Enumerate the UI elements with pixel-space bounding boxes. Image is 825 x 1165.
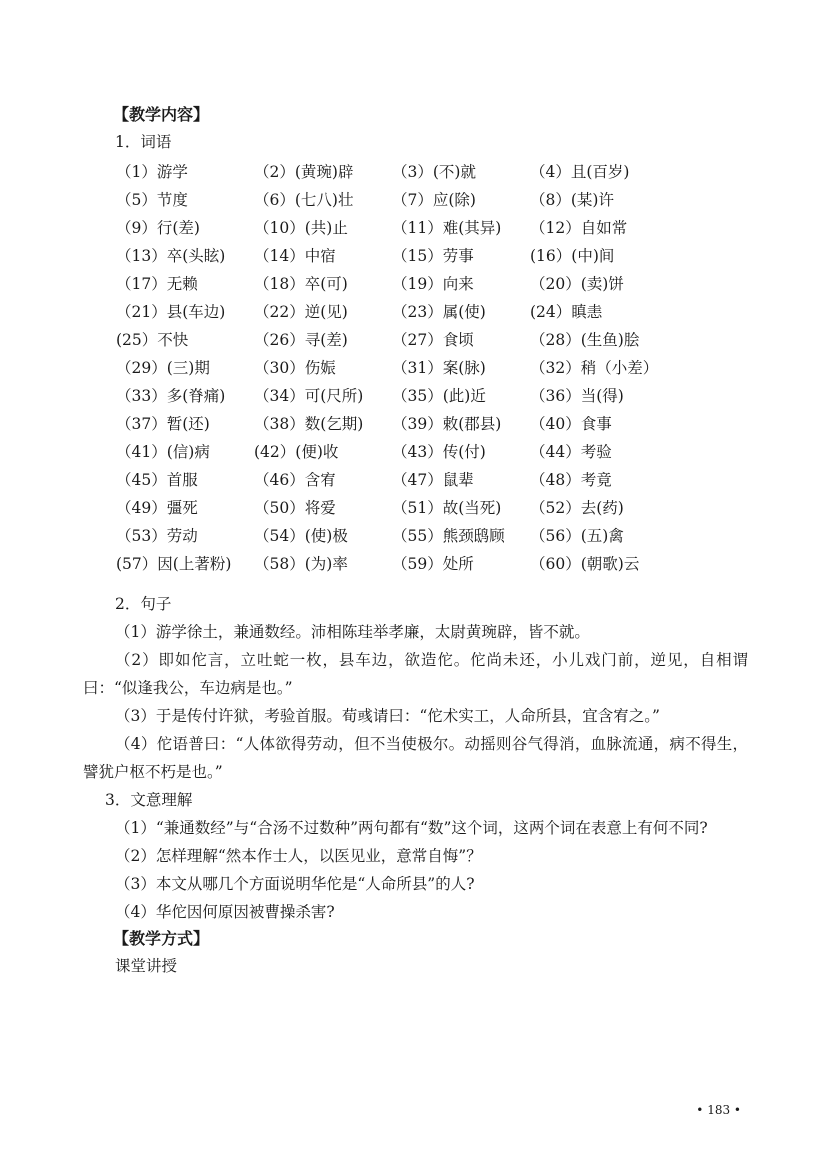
vocabulary-term: （23）属(使) [392,303,486,321]
vocabulary-row [116,354,748,382]
vocabulary-term: （6）(七八)壮 [254,191,354,209]
vocabulary-term: （15）劳事 [392,247,474,265]
vocabulary-term: （35）(此)近 [392,387,486,405]
vocabulary-term: （17）无赖 [116,275,198,293]
vocabulary-term: （50）将爱 [254,499,336,517]
vocabulary-row [116,382,748,410]
vocabulary-row [116,158,748,186]
vocabulary-term: （26）寻(差) [254,331,348,349]
question-4: （4）华佗因何原因被曹操杀害? [115,903,335,921]
vocabulary-term: （36）当(得) [530,387,624,405]
vocabulary-term: （55）熊颈鸱顾 [392,527,505,545]
vocabulary-row [116,494,748,522]
vocabulary-term: （10）(共)止 [254,219,348,237]
vocabulary-term: （48）考竟 [530,471,612,489]
vocabulary-term: （31）案(脉) [392,359,486,377]
vocabulary-term: (24）瞋恚 [530,303,603,321]
vocabulary-term: （56）(五)禽 [530,527,624,545]
vocabulary-term: （47）鼠辈 [392,471,474,489]
vocabulary-term: （33）多(脊痛) [116,387,226,405]
vocabulary-term: （37）暂(还) [116,415,210,433]
sentence-4: （4）佗语普曰：“人体欲得劳动，但不当使极尔。动摇则谷气得消，血脉流通，病不得生，譬犹户枢不朽是也。” [83,735,748,781]
vocabulary-term: （52）去(药) [530,499,624,517]
vocabulary-table [116,158,748,578]
vocabulary-term: （22）逆(见) [254,303,348,321]
vocabulary-row [116,466,748,494]
vocabulary-term: （4）且(百岁) [530,163,630,181]
vocabulary-term: （11）难(其异) [392,219,502,237]
question-1: （1）“兼通数经”与“合汤不过数种”两句都有“数”这个词，这两个词在表意上有何不同? [115,819,708,837]
vocabulary-term: （54）(使)极 [254,527,348,545]
vocabulary-row [116,242,748,270]
teaching-method-text: 课堂讲授 [115,957,178,975]
vocabulary-term: （19）向来 [392,275,474,293]
vocabulary-term: （18）卒(可) [254,275,348,293]
sentences-heading: 2．句子 [115,595,172,613]
vocabulary-row [116,410,748,438]
vocabulary-term: （9）行(差) [116,219,200,237]
vocabulary-row [116,326,748,354]
vocabulary-row [116,298,748,326]
vocabulary-term: （49）彊死 [116,499,198,517]
page-content [83,102,748,980]
vocabulary-term: （2）(黄琬)辟 [254,163,354,181]
vocabulary-term: （27）食顷 [392,331,474,349]
question-3: （3）本文从哪几个方面说明华佗是“人命所县”的人? [115,875,475,893]
vocabulary-row [116,550,748,578]
vocabulary-term: （59）处所 [392,555,474,573]
vocabulary-term: （39）敕(郡县) [392,415,502,433]
page-number: • 183 • [696,1103,741,1117]
vocabulary-row [116,214,748,242]
vocabulary-term: （40）食事 [530,415,612,433]
vocabulary-term: （29）(三)期 [116,359,210,377]
vocabulary-term: （7）应(除) [392,191,476,209]
vocabulary-term: （12）自如常 [530,219,628,237]
vocabulary-term: （45）首服 [116,471,198,489]
vocabulary-term: （41）(信)病 [116,443,210,461]
comprehension-heading: 3．文意理解 [105,791,193,809]
vocabulary-row [116,186,748,214]
vocabulary-term: （60）(朝歌)云 [530,555,640,573]
vocabulary-term: （21）县(车边) [116,303,226,321]
vocabulary-term: （51）故(当死) [392,499,502,517]
vocabulary-term: （5）节度 [116,191,188,209]
teaching-method-heading: 【教学方式】 [113,929,210,948]
vocabulary-term: （1）游学 [116,163,188,181]
vocabulary-row [116,438,748,466]
teaching-content-heading: 【教学内容】 [113,105,210,124]
vocabulary-term: (42）(便)收 [254,443,339,461]
vocabulary-term: （8）(某)许 [530,191,614,209]
vocabulary-row [116,270,748,298]
vocabulary-term: (25）不快 [116,331,189,349]
vocabulary-term: （46）含宥 [254,471,336,489]
sentence-2: （2）即如佗言，立吐蛇一枚，县车边，欲造佗。佗尚未还，小儿戏门前，逆见，自相谓曰：“似逢我公，车边病是也。” [83,651,748,697]
vocabulary-heading: 1．词语 [115,133,172,151]
vocabulary-term: (57）因(上著粉) [116,555,232,573]
vocabulary-term: （13）卒(头眩) [116,247,226,265]
vocabulary-row [116,522,748,550]
vocabulary-term: （28）(生鱼)脍 [530,331,640,349]
question-2: （2）怎样理解“然本作士人，以医见业，意常自悔”？ [115,847,482,865]
vocabulary-term: （30）伤娠 [254,359,336,377]
vocabulary-term: （38）数(乞期) [254,415,364,433]
vocabulary-term: （32）稍（小差） [530,359,659,377]
sentence-3: （3）于是传付许狱，考验首服。荀彧请曰：“佗术实工，人命所县，宜含宥之。” [115,707,660,725]
vocabulary-term: （58）(为)率 [254,555,348,573]
vocabulary-term: （43）传(付) [392,443,486,461]
vocabulary-term: （34）可(尺所) [254,387,364,405]
vocabulary-term: （3）(不)就 [392,163,476,181]
vocabulary-term: (16）(中)间 [530,247,615,265]
vocabulary-term: （20）(卖)饼 [530,275,624,293]
vocabulary-term: （44）考验 [530,443,612,461]
vocabulary-term: （14）中宿 [254,247,336,265]
sentence-1: （1）游学徐土，兼通数经。沛相陈珪举孝廉，太尉黄琬辟，皆不就。 [115,623,590,641]
vocabulary-term: （53）劳动 [116,527,198,545]
